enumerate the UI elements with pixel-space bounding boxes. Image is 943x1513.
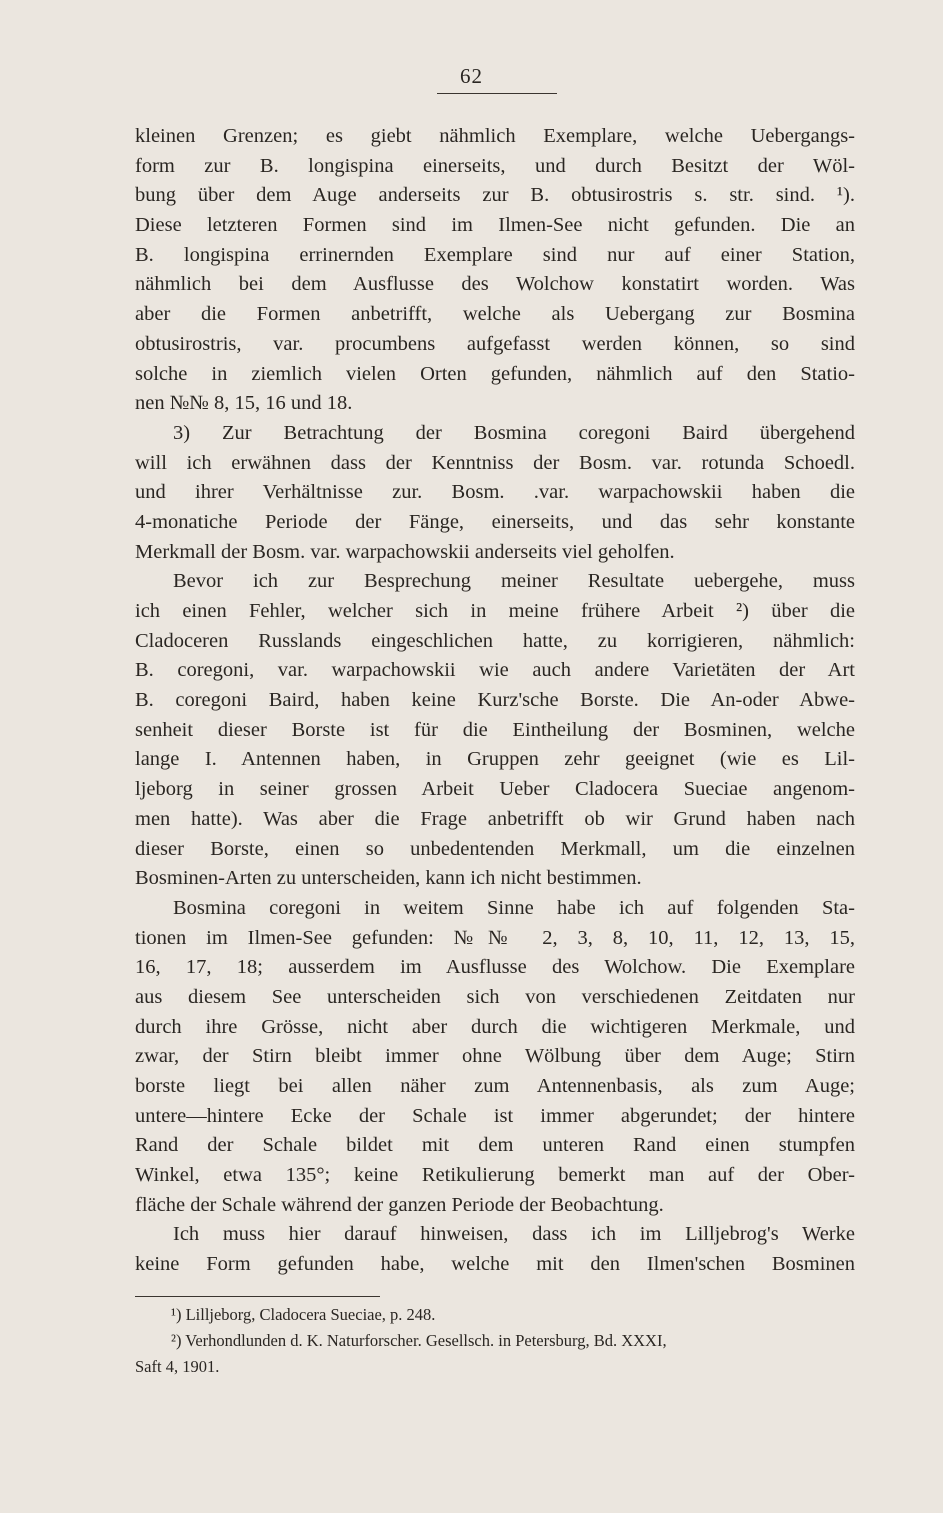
text-line: kleinen Grenzen; es giebt nähmlich Exemplare, welche Uebergangs- <box>135 125 855 147</box>
text-line: keine Form gefunden habe, welche mit den Ilmen'schen Bosminen <box>135 1253 855 1276</box>
text-line: Merkmall der Bosm. var. warpachowskii anderseits viel geholfen. <box>135 540 675 563</box>
text-line: B. coregoni, var. warpachowskii wie auch andere Varietäten der Art <box>135 659 855 682</box>
footnote: ¹) Lilljeborg, Cladocera Sueciae, p. 248. <box>171 1305 436 1324</box>
text-line: lange I. Antennen haben, in Gruppen zehr geeignet (wie es Lil- <box>135 748 855 771</box>
text-line: fläche der Schale während der ganzen Periode der Beobachtung. <box>135 1193 664 1216</box>
text-line: form zur B. longispina einerseits, und durch Besitzt der Wöl- <box>135 154 855 177</box>
text-line: tionen im Ilmen-See gefunden: №№ 2, 3, 8, 10, 11, 12, 13, 15, <box>135 926 855 949</box>
text-line: und ihrer Verhältnisse zur. Bosm. .var. warpachowskii haben die <box>135 481 855 504</box>
page-number-rule <box>437 93 557 94</box>
text-line: men hatte). Was aber die Frage anbetrifft ob wir Grund haben nach <box>135 807 855 830</box>
text-line: B. longispina errinernden Exemplare sind nur auf einer Station, <box>135 243 855 266</box>
text-line: untere—hintere Ecke der Schale ist immer abgerundet; der hintere <box>135 1104 855 1127</box>
footnote-rule <box>135 1296 380 1297</box>
text-line: 4-monatiche Periode der Fänge, einerseits, und das sehr konstante <box>135 510 855 533</box>
text-line: Bosmina coregoni in weitem Sinne habe ich auf folgenden Sta- <box>173 896 855 919</box>
text-line: Diese letzteren Formen sind im Ilmen-See nicht gefunden. Die an <box>135 214 855 237</box>
footnote: ²) Verhondlunden d. K. Naturforscher. Gesellsch. in Petersburg, Bd. XXXI, <box>171 1331 667 1350</box>
text-line: Winkel, etwa 135°; keine Retikulierung bemerkt man auf der Ober- <box>135 1164 855 1187</box>
footnotes <box>135 1302 855 1380</box>
text-line: Bosminen-Arten zu unterscheiden, kann ich nicht bestimmen. <box>135 867 642 890</box>
text-line: zwar, der Stirn bleibt immer ohne Wölbung über dem Auge; Stirn <box>135 1045 855 1068</box>
text-line: ich einen Fehler, welcher sich in meine frühere Arbeit ²) über die <box>135 600 855 622</box>
text-line: aus diesem See unterscheiden sich von verschiedenen Zeitdaten nur <box>135 985 855 1008</box>
text-line: Ich muss hier darauf hinweisen, dass ich im Lilljebrog's Werke <box>173 1223 855 1246</box>
text-line: will ich erwähnen dass der Kenntniss der Bosm. var. rotunda Schoedl. <box>135 451 855 474</box>
text-line: nen №№ 8, 15, 16 und 18. <box>135 392 353 415</box>
text-line: ljeborg in seiner grossen Arbeit Ueber Cladocera Sueciae angenom- <box>135 778 855 801</box>
body-text <box>135 122 855 1280</box>
text-line: dieser Borste, einen so unbedentenden Merkmall, um die einzelnen <box>135 837 855 860</box>
text-line: aber die Formen anbetrifft, welche als Uebergang zur Bosmina <box>135 303 855 326</box>
text-line: bung über dem Auge anderseits zur B. obtusirostris s. str. sind. ¹). <box>135 184 855 207</box>
text-line: Bevor ich zur Besprechung meiner Resultate uebergehe, muss <box>173 570 855 593</box>
text-line: solche in ziemlich vielen Orten gefunden, nähmlich auf den Statio- <box>135 362 855 385</box>
text-line: Cladoceren Russlands eingeschlichen hatte, zu korrigieren, nähmlich: <box>135 629 855 652</box>
text-line: obtusirostris, var. procumbens aufgefasst werden können, so sind <box>135 332 855 355</box>
page-number: 62 <box>460 64 483 88</box>
text-line: 3) Zur Betrachtung der Bosmina coregoni Baird übergehend <box>173 421 855 444</box>
text-line: durch ihre Grösse, nicht aber durch die wichtigeren Merkmale, und <box>135 1015 855 1038</box>
text-line: senheit dieser Borste ist für die Eintheilung der Bosminen, welche <box>135 718 855 741</box>
text-line: Rand der Schale bildet mit dem unteren Rand einen stumpfen <box>135 1134 855 1157</box>
text-line: 16, 17, 18; ausserdem im Ausflusse des Wolchow. Die Exemplare <box>135 956 855 979</box>
text-line: B. coregoni Baird, haben keine Kurz'sche Borste. Die An-oder Abwe- <box>135 689 855 712</box>
text-line: nähmlich bei dem Ausflusse des Wolchow konstatirt worden. Was <box>135 273 855 296</box>
text-line: borste liegt bei allen näher zum Antennenbasis, als zum Auge; <box>135 1075 855 1097</box>
footnote: Saft 4, 1901. <box>135 1357 220 1376</box>
